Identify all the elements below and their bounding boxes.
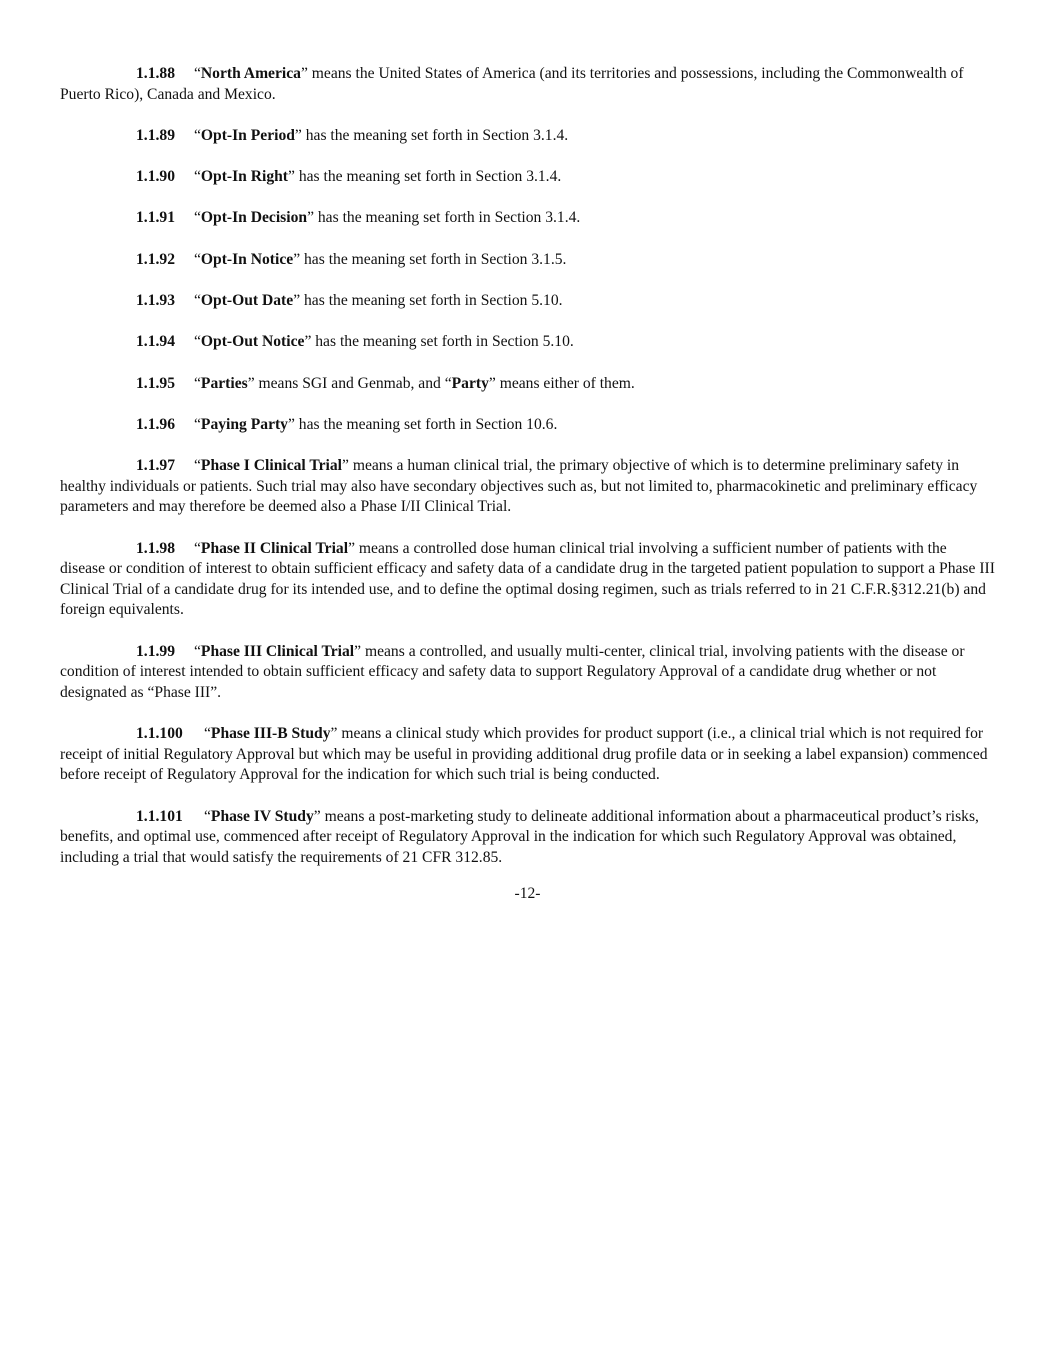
defined-term: Phase I Clinical Trial	[200, 457, 342, 475]
defined-term: North America	[200, 65, 301, 82]
definition-1-1-97: 1.1.97 “Phase I Clinical Trial” means a human clinical trial, the primary objective of which is to determine preliminary safety in healthy individuals or patients. Such trial may also have secondary objectives such as, but not limited to, pharmacokinetic and preliminary efficacy parameters and may therefore be deemed also a Phase I/II Clinical Trial.	[60, 457, 978, 516]
definition-1-1-95: 1.1.95 “Parties” means SGI and Genmab, and “Party” means either of them.	[60, 374, 995, 395]
definition-text: has the meaning set forth in Section 3.1.5.	[300, 250, 567, 268]
section-number: 1.1.97	[136, 457, 175, 475]
section-number: 1.1.94	[136, 333, 175, 351]
definition-text: means the United States of America (and its territories and possessions, including the Commonwealth of Puerto Rico), Canada and Mexico.	[60, 65, 964, 103]
definition-text: has the meaning set forth in Section 5.10.	[300, 292, 563, 309]
definition-1-1-96: 1.1.96 “Paying Party” has the meaning set forth in Section 10.6.	[60, 415, 995, 436]
definition-1-1-93: 1.1.93 “Opt-Out Date” has the meaning set forth in Section 5.10.	[60, 291, 995, 312]
definition-text: means a human clinical trial, the primary objective of which is to determine preliminary safety in healthy individuals or patients. Such trial may also have secondary objectives such as, but not limited to, pharmacokinetic and preliminary efficacy parameters and may therefore be deemed also a Phase I/II Clinical Trial.	[60, 457, 978, 516]
definition-text: means a controlled, and usually multi-center, clinical trial, involving patients with the disease or condition of interest intended to obtain sufficient efficacy and safety data to support Regulatory Approval of a candidate drug whether or not designated as “Phase III”.	[60, 642, 965, 701]
defined-term: Party	[451, 374, 489, 392]
definition-1-1-91: 1.1.91 “Opt-In Decision” has the meaning set forth in Section 3.1.4.	[60, 208, 995, 229]
defined-term: Opt-Out Notice	[200, 333, 305, 351]
definition-1-1-88: 1.1.88 “North America” means the United States of America (and its territories and possessions, including the Commonwealth of Puerto Rico), Canada and Mexico.	[60, 65, 964, 103]
section-number: 1.1.99	[136, 642, 175, 660]
defined-term: Opt-In Notice	[200, 250, 294, 268]
section-number: 1.1.89	[136, 126, 175, 144]
defined-term: Opt-Out Date	[200, 292, 294, 309]
defined-term: Opt-In Right	[200, 168, 289, 186]
defined-term: Phase II Clinical Trial	[200, 539, 349, 557]
definition-text: means a clinical study which provides for product support (i.e., a clinical trial which is not required for receipt of initial Regulatory Approval but which may be useful in providing additional drug profile data or in seeking a label expansion) commenced before receipt of Regulatory Approval for the indication for which such trial is being conducted.	[60, 725, 988, 784]
definition-1-1-99: 1.1.99 “Phase III Clinical Trial” means a controlled, and usually multi-center, clinical trial, involving patients with the disease or condition of interest intended to obtain sufficient efficacy and safety data to support Regulatory Approval of a candidate drug whether or not designated as “Phase III”.	[60, 642, 965, 701]
definition-text: has the meaning set forth in Section 10.6.	[294, 415, 558, 433]
defined-term: Parties	[200, 374, 248, 392]
definition-1-1-100: 1.1.100 “Phase III-B Study” means a clinical study which provides for product support (i.e., a clinical trial which is not required for receipt of initial Regulatory Approval but which may be useful in providing additional drug profile data or in seeking a label expansion) commenced before receipt of Regulatory Approval for the indication for which such trial is being conducted.	[60, 725, 988, 784]
section-number: 1.1.98	[136, 539, 175, 557]
section-number: 1.1.88	[136, 65, 175, 82]
definition-text: has the meaning set forth in Section 5.10.	[311, 333, 574, 351]
defined-term: Opt-In Decision	[200, 209, 308, 227]
section-number: 1.1.92	[136, 250, 175, 268]
section-number: 1.1.91	[136, 209, 175, 227]
definition-text: has the meaning set forth in Section 3.1.4.	[313, 209, 581, 227]
defined-term: Phase IV Study	[210, 807, 314, 825]
definition-text: means a controlled dose human clinical trial involving a sufficient number of patients with the disease or condition of interest to obtain sufficient efficacy and safety data of a candidate drug in the targeted patient population to support a Phase III Clinical Trial of a candidate drug for its intended use, and to define the optimal dosing regimen, such as trials referred to in 21 C.F.R.§312.21(b) and foreign equivalents.	[60, 539, 995, 619]
definition-text: has the meaning set forth in Section 3.1.4.	[301, 126, 569, 144]
definition-text: means SGI and Genmab, and “	[254, 374, 452, 392]
defined-term: Phase III Clinical Trial	[200, 642, 355, 660]
page-number: -12-	[514, 885, 541, 902]
defined-term: Opt-In Period	[200, 126, 295, 144]
defined-term: Paying Party	[200, 415, 288, 433]
definition-1-1-98: 1.1.98 “Phase II Clinical Trial” means a controlled dose human clinical trial involving a sufficient number of patients with the disease or condition of interest to obtain sufficient efficacy and safety data of a candidate drug in the targeted patient population to support a Phase III Clinical Trial of a candidate drug for its intended use, and to define the optimal dosing regimen, such as trials referred to in 21 C.F.R.§312.21(b) and foreign equivalents.	[60, 539, 995, 619]
document-body	[60, 64, 995, 889]
section-number: 1.1.101	[136, 807, 183, 825]
definition-text: ” means either of them.	[488, 374, 635, 392]
definition-text: means a post-marketing study to delineate additional information about a pharmaceutical product’s risks, benefits, and optimal use, commenced after receipt of Regulatory Approval in the indication for which such Regulatory Approval was obtained, including a trial that would satisfy the requirements of 21 CFR 312.85.	[60, 807, 979, 866]
definition-1-1-94: 1.1.94 “Opt-Out Notice” has the meaning set forth in Section 5.10.	[60, 332, 995, 353]
section-number: 1.1.93	[136, 292, 175, 309]
section-number: 1.1.95	[136, 374, 175, 392]
definition-1-1-92: 1.1.92 “Opt-In Notice” has the meaning set forth in Section 3.1.5.	[60, 250, 995, 271]
definition-1-1-90: 1.1.90 “Opt-In Right” has the meaning set forth in Section 3.1.4.	[60, 167, 995, 188]
definition-1-1-89: 1.1.89 “Opt-In Period” has the meaning set forth in Section 3.1.4.	[60, 126, 995, 147]
defined-term: Phase III-B Study	[210, 725, 331, 743]
section-number: 1.1.100	[136, 725, 183, 743]
definition-text: has the meaning set forth in Section 3.1.4.	[294, 168, 562, 186]
section-number: 1.1.96	[136, 415, 175, 433]
section-number: 1.1.90	[136, 168, 175, 186]
definition-1-1-101: 1.1.101 “Phase IV Study” means a post-marketing study to delineate additional information about a pharmaceutical product’s risks, benefits, and optimal use, commenced after receipt of Regulatory Approval in the indication for which such Regulatory Approval was obtained, including a trial that would satisfy the requirements of 21 CFR 312.85.	[60, 807, 979, 866]
